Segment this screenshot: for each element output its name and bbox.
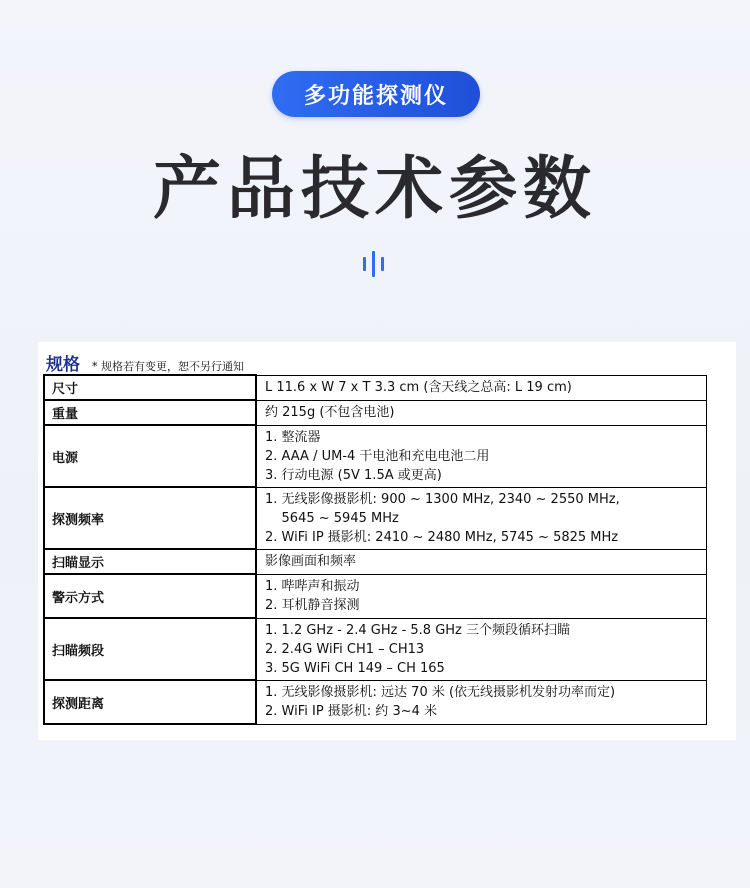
- table-row: [44, 425, 707, 487]
- spec-label: 扫瞄频段: [44, 618, 256, 680]
- spec-value-line: 1. 哔哔声和振动: [265, 579, 360, 594]
- spec-value-line: 1. 无线影像摄影机: 900 ~ 1300 MHz, 2340 ~ 2550 MHz,: [265, 491, 620, 507]
- spec-value-line: 1. 1.2 GHz - 2.4 GHz - 5.8 GHz 三个频段循环扫瞄: [265, 622, 571, 638]
- spec-value: [256, 375, 707, 400]
- spec-value-line: 2. WiFi IP 摄影机: 约 3~4 米: [265, 704, 438, 719]
- spec-value: [256, 487, 707, 549]
- spec-label: 尺寸: [44, 375, 256, 400]
- page-title: 产品技术参数: [152, 150, 597, 229]
- spec-card: [38, 342, 736, 740]
- spec-value-line: 约 215g (不包含电池): [265, 405, 395, 420]
- spec-label: 电源: [44, 425, 256, 487]
- spec-value-line: 1. 无线影像摄影机: 远达 70 米 (依无线摄影机发射功率而定): [265, 685, 616, 700]
- table-row: [44, 574, 707, 618]
- spec-value-line: 影像画面和频率: [265, 554, 357, 569]
- spec-value-line: 2. 耳机静音探测: [265, 598, 360, 613]
- spec-value-line: 3. 行动电源 (5V 1.5A 或更高): [265, 467, 442, 483]
- spec-value-line: 1. 整流器: [265, 429, 321, 445]
- spec-value-line: 2. WiFi IP 摄影机: 2410 ~ 2480 MHz, 5745 ~ 5825 MHz: [265, 529, 619, 545]
- spec-label: 探测距离: [44, 680, 256, 724]
- spec-title: 规格: [46, 355, 80, 375]
- vertical-bars-icon: [361, 251, 389, 279]
- table-row: [44, 375, 707, 400]
- spec-label: 扫瞄显示: [44, 549, 256, 574]
- spec-note: * 规格若有变更，恕不另行通知: [92, 360, 244, 373]
- category-badge: 多功能探测仪: [272, 71, 480, 117]
- spec-label: 警示方式: [44, 574, 256, 618]
- spec-value-line: 5645 ~ 5945 MHz: [265, 510, 399, 526]
- spec-header: [46, 350, 244, 375]
- spec-value: [256, 680, 707, 724]
- spec-value: [256, 618, 707, 680]
- spec-label: 重量: [44, 400, 256, 425]
- spec-value-line: L 11.6 x W 7 x T 3.3 cm (含天线之总高: L 19 cm): [265, 380, 572, 395]
- spec-value: [256, 400, 707, 425]
- spec-value: [256, 425, 707, 487]
- table-row: [44, 618, 707, 680]
- table-row: [44, 549, 707, 574]
- table-row: [44, 680, 707, 724]
- table-row: [44, 400, 707, 425]
- spec-value-line: 3. 5G WiFi CH 149 – CH 165: [265, 660, 445, 676]
- spec-value: [256, 549, 707, 574]
- spec-label: 探测频率: [44, 487, 256, 549]
- spec-value-line: 2. AAA / UM-4 干电池和充电电池二用: [265, 448, 490, 464]
- table-row: [44, 487, 707, 549]
- spec-value-line: 2. 2.4G WiFi CH1 – CH13: [265, 641, 425, 657]
- spec-value: [256, 574, 707, 618]
- spec-table: [43, 374, 707, 725]
